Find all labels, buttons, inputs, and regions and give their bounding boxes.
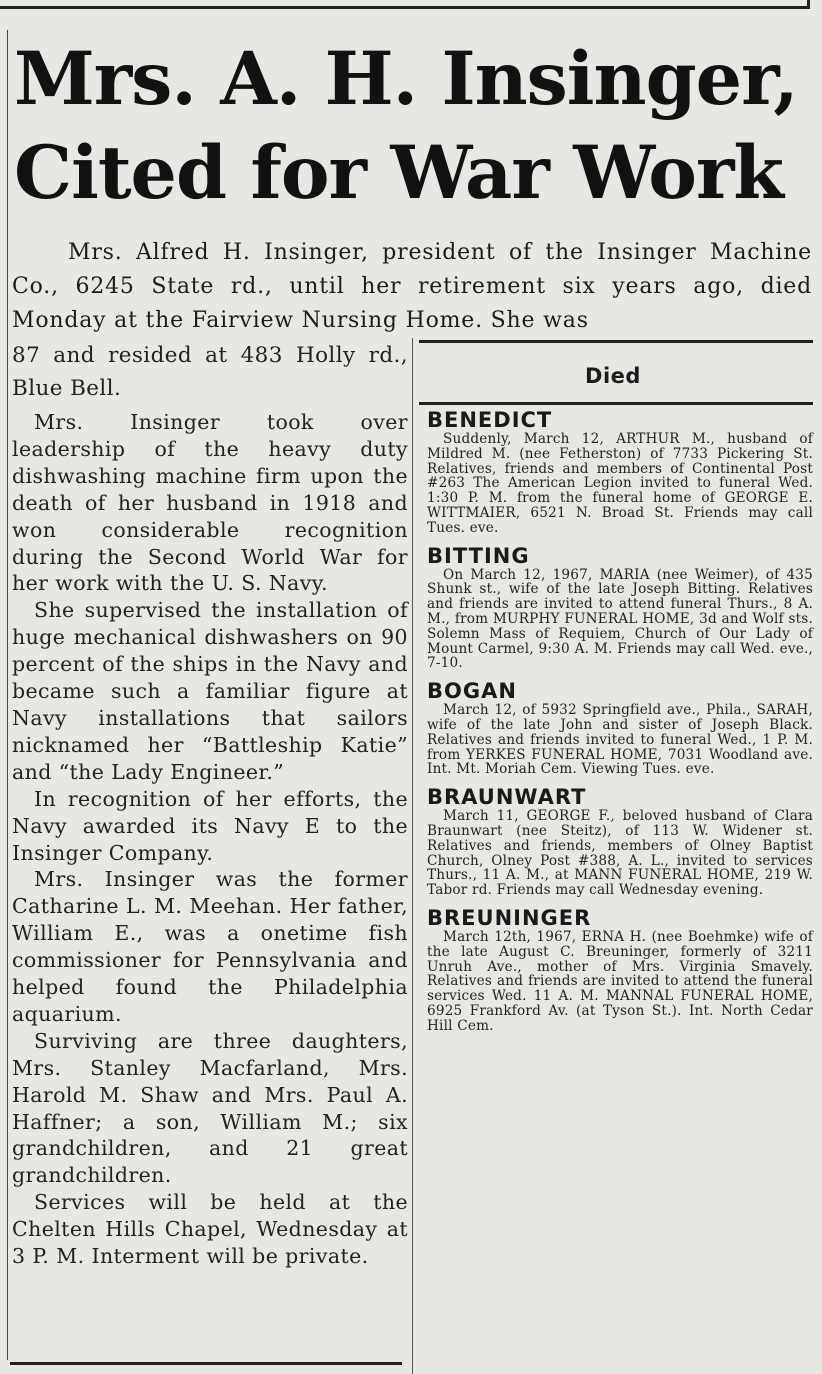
headline-line-2: Cited for War Work bbox=[14, 130, 783, 216]
obituary-notice bbox=[427, 785, 813, 898]
notice-surname: BENEDICT bbox=[427, 408, 553, 432]
bottom-rule bbox=[10, 1362, 402, 1365]
article-paragraph: She supervised the installation of huge mechanical dishwashers on 90 percent of the ships in the Navy and became such a familiar figure at Navy installations that sailors nicknamed her “Battleship Katie” and “the Lady Engineer.” bbox=[12, 598, 408, 784]
article-paragraph: 87 and resided at 483 Holly rd., Blue Bell. bbox=[12, 343, 408, 401]
left-column-edge bbox=[7, 30, 8, 1360]
obituary-notice bbox=[427, 408, 813, 536]
article-paragraph: Mrs. Insinger was the former Catharine L. M. Meehan. Her father, William E., was a onetime fish commissioner for Pennsylvania and helped found the Philadelphia aquarium. bbox=[12, 867, 408, 1026]
notice-surname: BITTING bbox=[427, 543, 530, 568]
notice-text: March 12th, 1967, ERNA H. (nee Boehmke) wife of the late August C. Breuninger, formerly of 3211 Unruh Ave., mother of Mrs. Virginia Smavely. Relatives and friends are invited to attend the funeral services Wed. 11 A. M. MANNAL FUNERAL HOME, 6925 Frankford Av. (at Tyson St.). Int. North Cedar Hill Cem. bbox=[427, 928, 813, 1034]
article-paragraph: Surviving are three daughters, Mrs. Stanley Macfarland, Mrs. Harold M. Shaw and Mrs. Paul A. Haffner; a son, William M.; six grandchildren, and 21 great grandchildren. bbox=[12, 1028, 408, 1188]
article-body bbox=[12, 339, 408, 1270]
article-intro: Mrs. Alfred H. Insinger, president of the Insinger Machine Co., 6245 State rd., until her retirement six years ago, died Monday at the Fairview Nursing Home. She was bbox=[12, 240, 812, 333]
top-rule bbox=[0, 0, 810, 9]
notice-surname: BRAUNWART bbox=[427, 785, 587, 810]
article-headline bbox=[14, 32, 814, 220]
obituary-notice bbox=[427, 544, 813, 672]
obituary-column bbox=[412, 338, 813, 1374]
obituary-section-title: Died bbox=[585, 364, 641, 388]
obituary-title-rule bbox=[419, 402, 813, 405]
notice-text: March 12, of 5932 Springfield ave., Phila., SARAH, wife of the late John and sister of Joseph Black. Relatives and friends invited to funeral Wed., 1 P. M. from YERKES FUNERAL HOME, 7031 Woodland ave. Int. Mt. Moriah Cem. Viewing Tues. eve. bbox=[427, 702, 813, 778]
headline-line-1: Mrs. A. H. Insinger, bbox=[14, 36, 798, 122]
obituary-notice bbox=[427, 906, 813, 1034]
obituary-notice bbox=[427, 679, 813, 777]
notice-text: Suddenly, March 12, ARTHUR M., husband of Mildred M. (nee Fetherston) of 7733 Pickering St. Relatives, friends and members of Continental Post #263 The American Legion invited to funeral Wed. 1:30 P. M. from the funeral home of GEORGE E. WITTMAIER, 6521 N. Broad St. Friends may call Tues. eve. bbox=[427, 431, 813, 536]
article-paragraph: Services will be held at the Chelten Hills Chapel, Wednesday at 3 P. M. Interment will be private. bbox=[12, 1190, 408, 1269]
obituary-top-rule bbox=[419, 340, 813, 343]
notice-surname: BOGAN bbox=[427, 679, 517, 704]
notice-text: March 11, GEORGE F., beloved husband of Clara Braunwart (nee Steitz), of 113 W. Widener st. Relatives and friends, members of Olney Baptist Church, Olney Post #388, A. L., invited to services Thurs., 11 A. M., at MANN FUNERAL HOME, 219 W. Tabor rd. Friends may call Wednesday evening. bbox=[427, 808, 813, 899]
article-paragraph: In recognition of her efforts, the Navy awarded its Navy E to the Insinger Company. bbox=[12, 786, 408, 865]
article-paragraph: Mrs. Insinger took over leadership of the heavy duty dishwashing machine firm upon the death of her husband in 1918 and won considerable recognition during the Second World War for her work with the U. S. Navy. bbox=[12, 410, 408, 596]
obituary-notices bbox=[427, 406, 813, 1034]
notice-text: On March 12, 1967, MARIA (nee Weimer), of 435 Shunk st., wife of the late Joseph Bitting. Relatives and friends are invited to attend funeral Thurs., 8 A. M., from MURPHY FUNERAL HOME, 3d and Wolf sts. Solemn Mass of Requiem, Church of Our Lady of Mount Carmel, 9:30 A. M. Friends may call Wed. eve., 7-10. bbox=[427, 566, 813, 672]
notice-surname: BREUNINGER bbox=[427, 905, 592, 930]
top-rule-corner bbox=[807, 0, 810, 8]
